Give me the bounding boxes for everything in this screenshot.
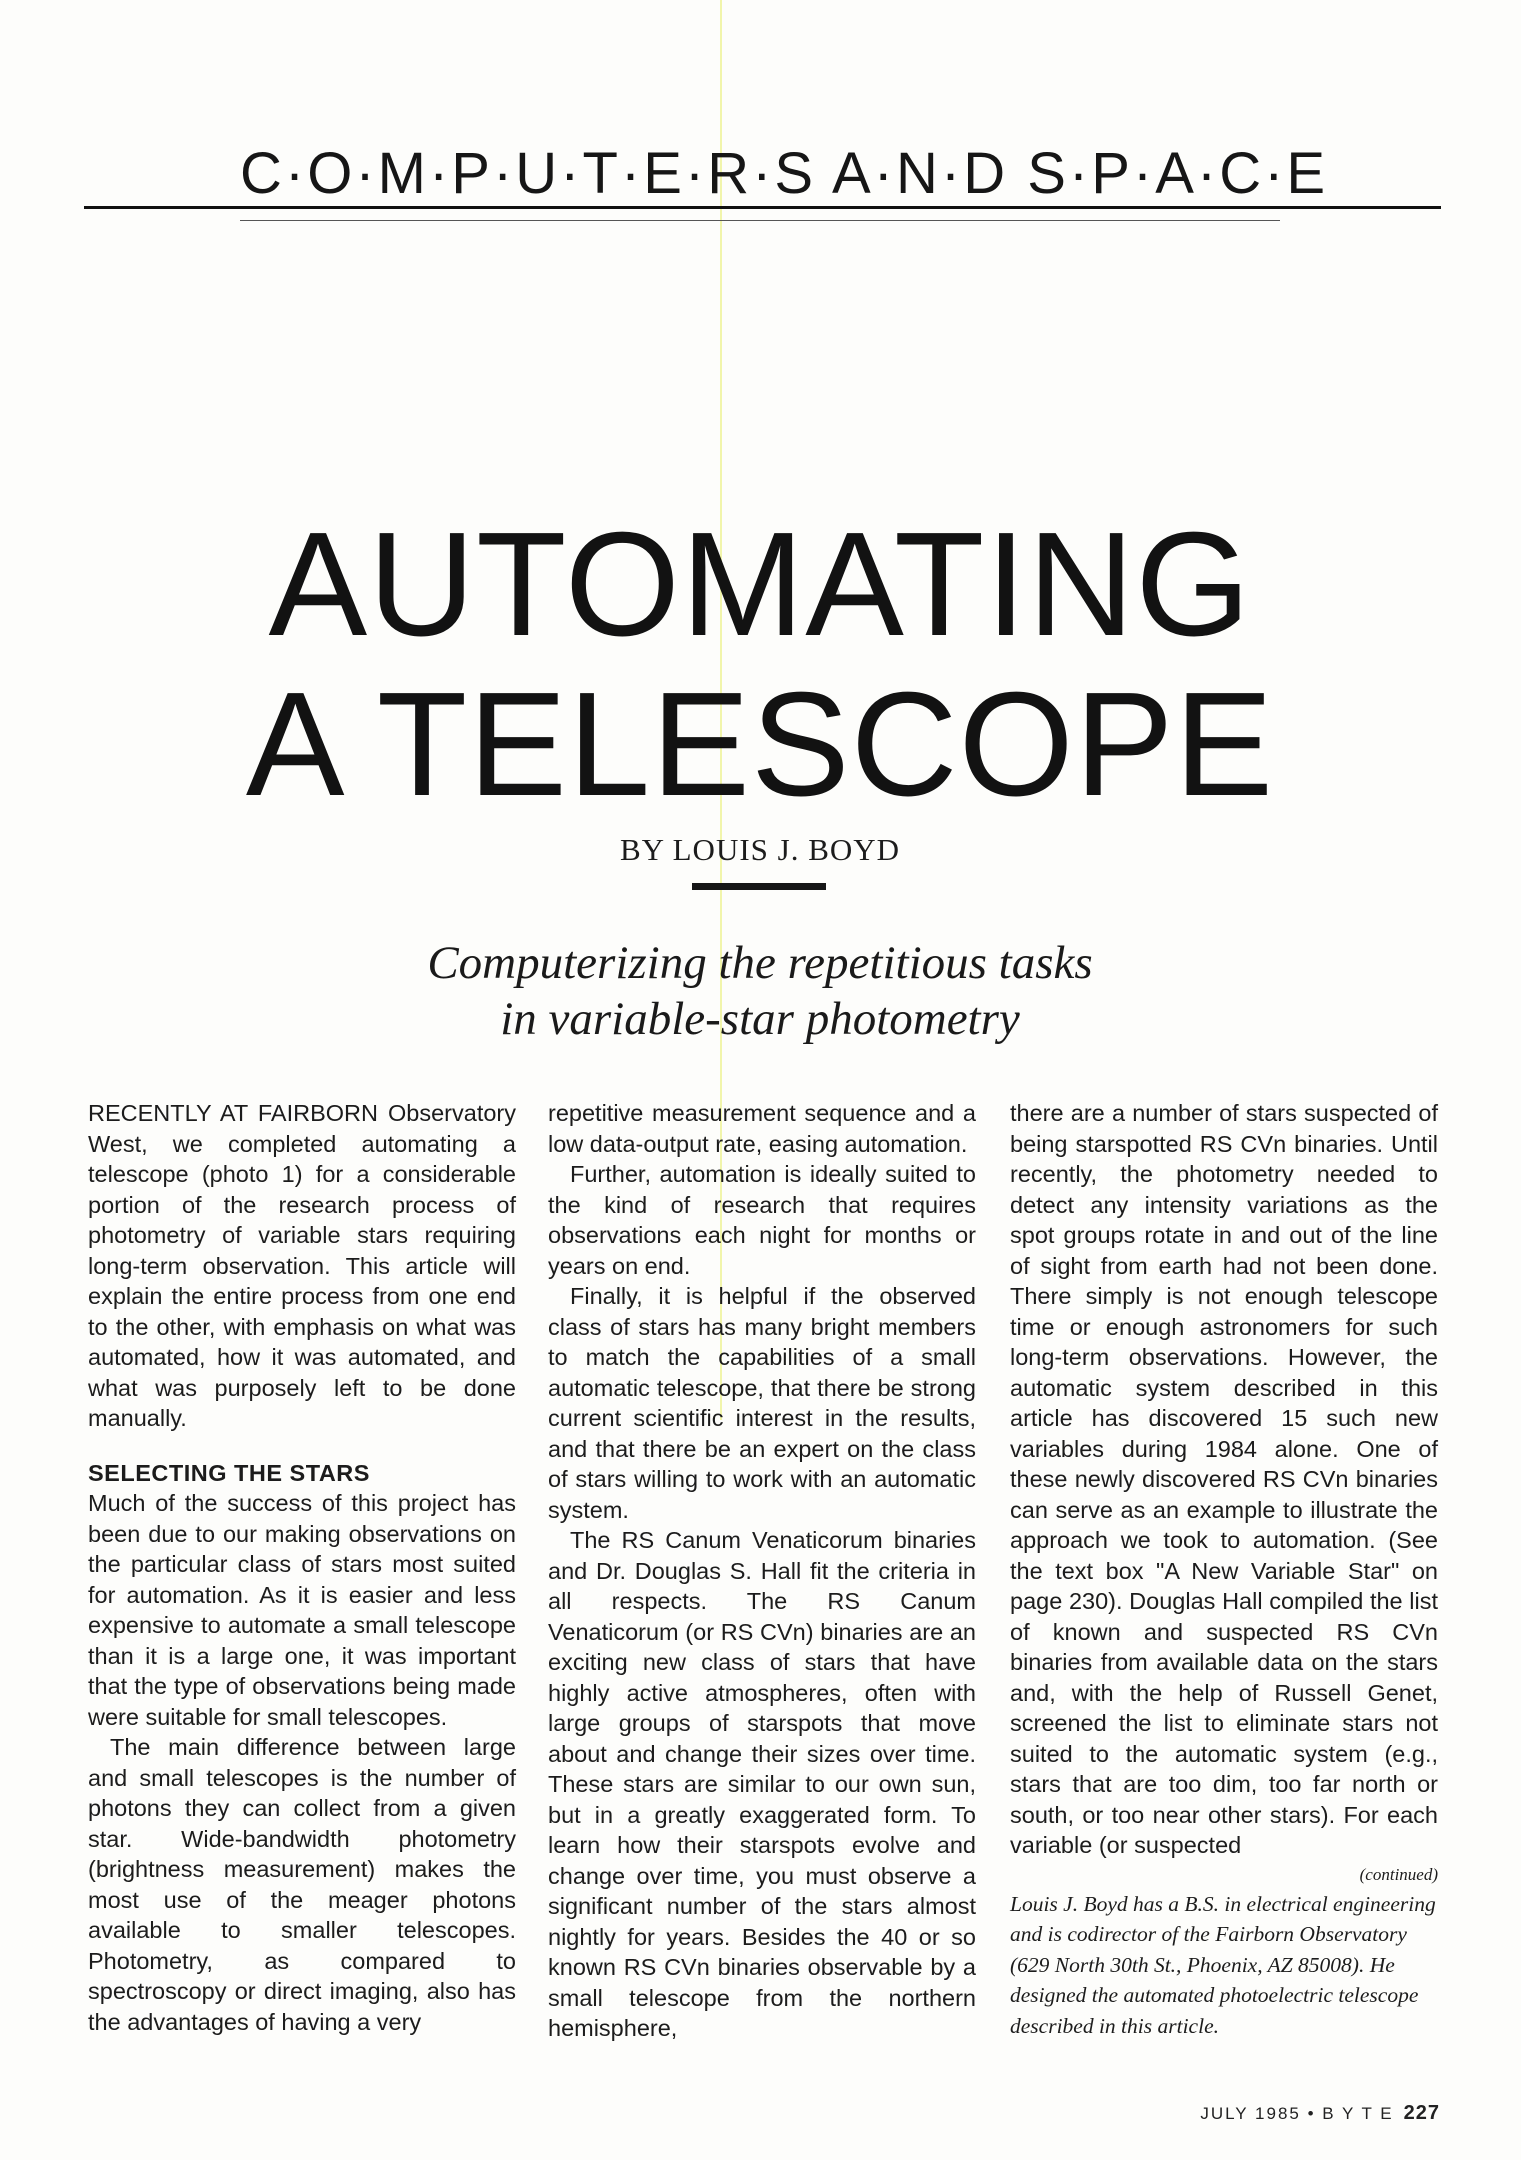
paragraph: Much of the success of this project has been due to our making observations on the particular class of stars most suited for automation. As it is easier and less expensive to automate a small telescope than it is a large one, it was important that the type of observations being made were suitable for small telescopes.	[88, 1490, 516, 1730]
title-line-1: AUTOMATING	[268, 502, 1252, 667]
deck-line-1: Computerizing the repetitious tasks	[427, 937, 1093, 989]
paragraph: repetitive measurement sequence and a low data-output rate, easing automation.	[548, 1100, 976, 1157]
footer-issue: JULY 1985 • B Y T E	[1200, 2104, 1394, 2123]
body-column-2	[548, 1098, 976, 2044]
header-rule	[84, 206, 1441, 209]
paragraph: The RS Canum Venaticorum binaries and Dr. Douglas S. Hall fit the criteria in all respects. The RS Canum Venaticorum (or RS CVn) binaries are an exciting new class of stars that have highly active atmospheres, often with large groups of starspots that move about and change their sizes over time. These stars are similar to our own sun, but in a greatly exaggerated form. To learn how their starspots evolve and change over time, you must observe a significant number of the stars almost nightly for years. Besides the 40 or so known RS CVn binaries observable by a small telescope from the northern hemisphere,	[548, 1527, 976, 2041]
page-footer	[1100, 2102, 1440, 2125]
byline-rule	[692, 883, 826, 890]
deck-line-2: in variable-star photometry	[500, 993, 1020, 1045]
author-bio: Louis J. Boyd has a B.S. in electrical engineering and is codirector of the Fairborn Observatory (629 North 30th St., Phoenix, AZ 85008). He designed the automated photoelectric telescope described in this article.	[1010, 1891, 1436, 2038]
body-column-1	[88, 1098, 516, 2037]
title-line-2: A TELESCOPE	[245, 662, 1275, 827]
continued-label: (continued)	[1359, 1864, 1438, 1884]
subhead-selecting-stars: SELECTING THE STARS	[88, 1459, 370, 1486]
section-header: C·O·M·P·U·T·E·R·S A·N·D S·P·A·C·E	[240, 141, 1329, 206]
paragraph: there are a number of stars suspected of being starspotted RS CVn binaries. Until recently, the photometry needed to detect any intensity variations as the spot groups rotate in and out of the line of sight from earth had not been done. There simply is not enough telescope time or enough astronomers for such long-term observations. However, the automatic system described in this article has discovered 15 such new variables during 1984 alone. One of these newly discovered RS CVn binaries can serve as an example to illustrate the approach we took to automation. (See the text box "A New Variable Star" on page 230). Douglas Hall compiled the list of known and suspected RS CVn binaries from available data on the stars and, with the help of Russell Genet, screened the list to eliminate stars not suited to the automatic system (e.g., stars that are too dim, too far north or south, or too near other stars). For each variable (or suspected	[1010, 1100, 1438, 1858]
paragraph: RECENTLY AT FAIRBORN Observatory West, we completed automating a telescope (photo 1) for a considerable portion of the research process of photometry of variable stars requiring long-term observation. This article will explain the entire process from one end to the other, with emphasis on what was automated, how it was automated, and what was purposely left to be done manually.	[88, 1100, 516, 1431]
header-rule-thin	[240, 220, 1280, 221]
byline: BY LOUIS J. BOYD	[619, 832, 901, 867]
paragraph: Further, automation is ideally suited to the kind of research that requires observations each night for months or years on end.	[548, 1161, 976, 1279]
article-title	[60, 502, 1460, 827]
article-deck	[260, 935, 1260, 1047]
body-column-3	[1010, 1098, 1438, 2041]
page-number: 227	[1403, 2102, 1440, 2124]
paragraph: Finally, it is helpful if the observed class of stars has many bright members to match the capabilities of a small automatic telescope, that there be strong current scientific interest in the results, and that there be an expert on the class of stars willing to work with an automatic system.	[548, 1283, 976, 1523]
paragraph: The main difference between large and small telescopes is the number of photons they can collect from a given star. Wide-bandwidth photometry (brightness measurement) makes the most use of the meager photons available to smaller telescopes. Photometry, as compared to spectroscopy or direct imaging, also has the advantages of having a very	[88, 1734, 516, 2035]
